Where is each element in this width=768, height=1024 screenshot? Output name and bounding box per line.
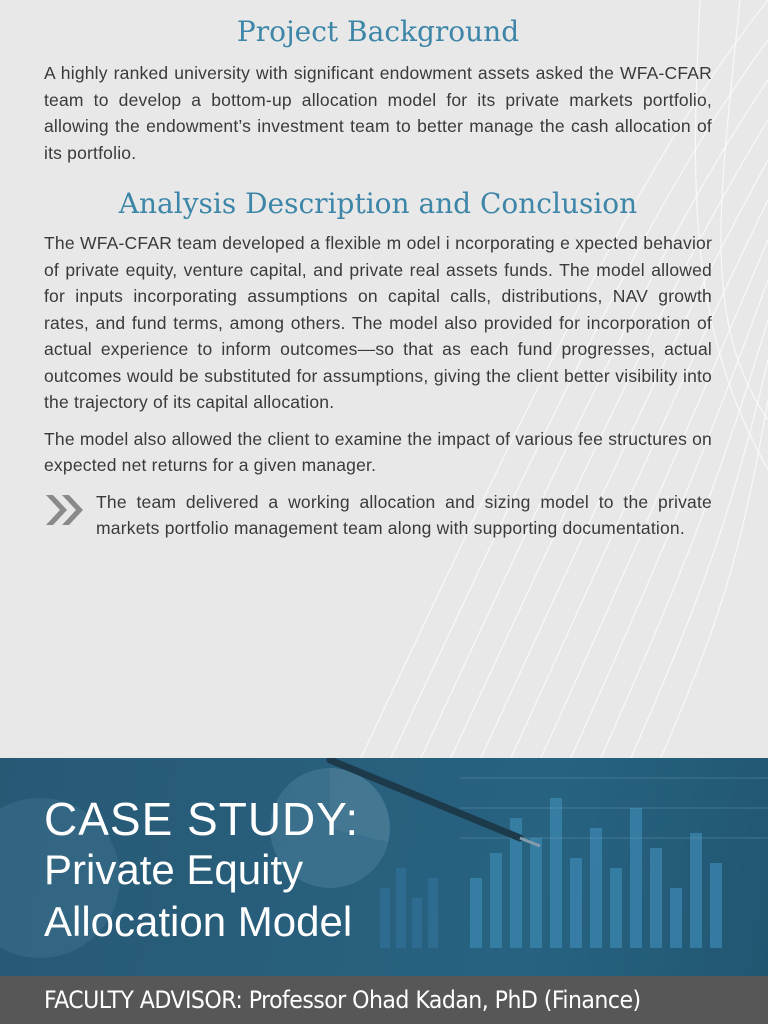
case-study-label: CASE STUDY: [44, 793, 360, 845]
project-background-heading: Project Background [236, 15, 520, 48]
banner-title-block [44, 794, 359, 948]
main-content [44, 14, 712, 542]
case-study-title-line-1: Private Equity [44, 846, 304, 893]
project-background-text: A highly ranked university with significant endowment assets asked the WFA-CFAR team to develop a bottom-up allocation model for its private markets portfolio, allowing the endowment’s investment team to better manage the cash allocation of its portfolio. [44, 63, 712, 163]
conclusion-callout [44, 489, 712, 542]
analysis-paragraph-1: The WFA-CFAR team developed a flexible m odel i ncorporating e xpected behavior of private equity, venture capital, and private real assets funds. The model allowed for inputs incorporating assumptions on capital calls, distributions, NAV growth rates, and fund terms, among others. The model also provided for incorporation of actual experience to inform outcomes—so that as each fund progresses, actual outcomes would be substituted for assumptions, giving the client better visibility into the trajectory of its capital allocation. [44, 233, 712, 412]
double-chevron-icon [44, 489, 86, 531]
case-study-title-line-2: Allocation Model [44, 898, 353, 945]
analysis-heading: Analysis Description and Conclusion [118, 187, 638, 220]
faculty-advisor-bar [0, 976, 768, 1024]
analysis-paragraph-2: The model also allowed the client to examine the impact of various fee structures on expected net returns for a given manager. [44, 428, 712, 475]
conclusion-text: The team delivered a working allocation and sizing model to the private markets portfolio management team along with supporting documentation. [96, 491, 712, 538]
case-study-banner [0, 758, 768, 976]
faculty-advisor-text: FACULTY ADVISOR: Professor Ohad Kadan, PhD (Finance) [44, 986, 641, 1014]
